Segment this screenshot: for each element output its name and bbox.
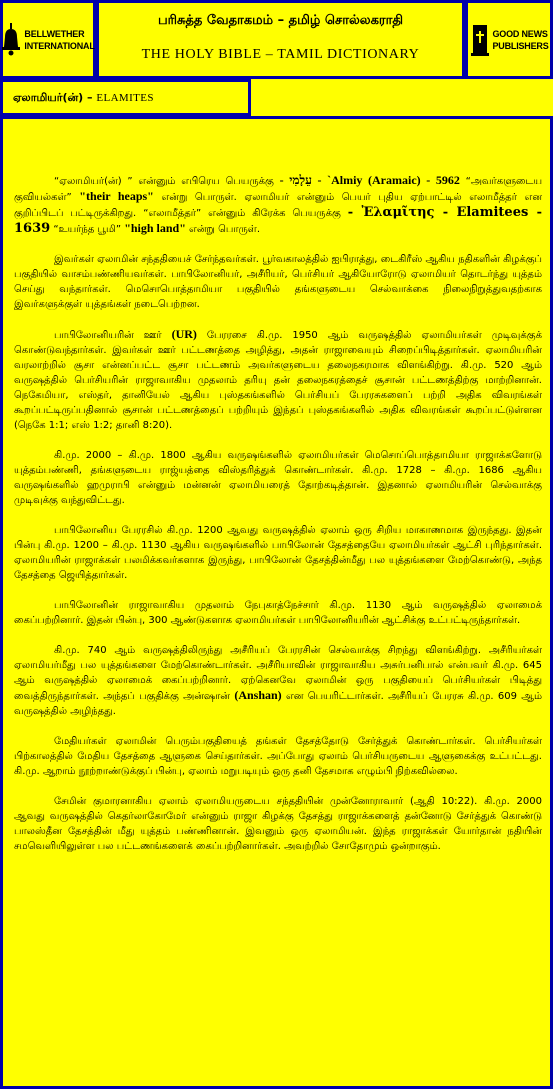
paragraph-text: சேமின் குமாரனாகிய ஏலாம் ஏலாமியருடைய சந்ததியின் முன்னோராவார் (ஆதி 10:22). கி.மு. 2000 ஆவது வருஷத்தில் கெதர்லாகோமேர் என்னும் ராஜா கிழக்கு தேசத்து ராஜாக்களைத் தன்னோடு சேர்த்துக் கொண்டு பாலஸ்தீன தேசத்தின் மீது யுத்தம் பண்ணினான். இவனும் ஒரு ஏலாமியன். இந்த ராஜாக்கள் யோர்தான் நதியின் சமவெளியிலுள்ள பல பட்டணங்களைக் கைப்பற்றினார்கள். அவற்றில் சோதோமும் ஒன்றாகும். — [14, 796, 542, 852]
paragraph-text: கி.மு. 2000 – கி.மு. 1800 ஆகிய வருஷங்களில் ஏலாமியர்கள் மெசொப்பொத்தாமியா ராஜாக்களோடு யுத்தம்பண்ணி, தங்களுடைய ராஜ்யத்தை விஸ்தரித்துக் கொண்டார்கள். கி.மு. 1728 – கி.மு. 1686 ஆகிய வருஷங்களில் ஹமுராபி என்னும் மன்னன் ஏலாமியரைத் தோற்கடித்தான். இதனால் ஏலாமியரின் செல்வாக்கு முடிவுக்கு வந்துவிட்டது. — [14, 450, 542, 506]
entry-title — [13, 91, 154, 106]
paragraph-text: பேரரசை கி.மு. 1950 ஆம் வருஷத்தில் ஏலாமியர்கள் முடிவுக்குக் கொண்டுவந்தார்கள். இவர்கள் ஊர் பட்டணத்தை அழித்து, அதன் ராஜாவையும் சிறைப்பிடித்தார்கள். ஏலாமியரின் வரலாற்றில் சூசா என்னப்பட்ட சூசா பட்டணம் அவர்களுடைய தலைநகரமாக விளங்கிற்று. கி.மு. 520 ஆம் வருஷத்தில் பெர்சியரின் ராஜாவாகிய முதலாம் தரியு தன் தலைநகரத்தைச் சூசான் பட்டணத்திற்கு மாற்றினான். நெகேமியா, எஸ்தர், தானியேல் ஆகிய புஸ்தகங்களில் பெர்சியப் பேரரசுகளைப் பற்றி அதிக விவரங்கள் கூறப்பட்டிருப்பதினால் சூசான் பட்டணத்தைப் பற்றியும் இந்தப் புஸ்தகங்களில் அதிக விவரங்கள் கூறப்பட்டுள்ளன (நெகே 1:1; எஸ் 1:2; தானி 8:20). — [14, 330, 542, 431]
header-title-english: THE HOLY BIBLE – TAMIL DICTIONARY — [141, 47, 420, 62]
paragraph — [14, 794, 542, 854]
publisher-right-line1: GOOD NEWS — [492, 28, 548, 39]
emphasis-text: - עֵלָמִי - `Almiy (Aramaic) - 5962 — [279, 173, 460, 187]
book-icon — [470, 23, 490, 57]
publisher-logo-left — [0, 0, 96, 79]
publisher-left-line2: INTERNATIONAL — [24, 40, 95, 51]
paragraph-text: “ஏலாமியர்(ன்) ” என்னும் எபிரெய பெயருக்கு — [54, 176, 280, 187]
paragraph-text: பாபிலோனிய பேரரசில் கி.மு. 1200 ஆவது வருஷத்தில் ஏலாம் ஒரு சிறிய மாகாணமாக இருந்தது. இதன் பின்பு கி.மு. 1200 – கி.மு. 1130 ஆகிய வருஷங்களில் பாபிலோன் தேசத்தையே ஏலாமியர்கள் ஆட்சி புரிந்தார்கள். ஏலாமியரின் ராஜாக்கள் பலமிக்கவர்களாக இருந்து, பாபிலோன் தேசத்தின்மீது பல யுத்தங்களை மேற்கொண்டு, அந்த தேசத்தை ஜெயித்தார்கள். — [14, 525, 542, 581]
emphasis-text: - Ἐλαμῖτης - Elamitees - 1639 — [14, 205, 542, 236]
paragraph-text: மேதியர்கள் ஏலாமின் பெரும்பகுதியைத் தங்கள் தேசத்தோடு சேர்த்துக் கொண்டார்கள். பெர்சியர்கள் பிற்காலத்தில் மேதிய தேசத்தை ஆளுகை செய்தார்கள். அப்போது ஏலாம் பெர்சியருடைய ஆளுகைக்கு உட்பட்டது. கி.மு. ஆறாம் நூற்றாண்டுக்குப் பின்பு, ஏலாம் மறுபடியும் ஒரு தனி தேசமாக எழும்பி நிற்கவில்லை. — [14, 736, 542, 777]
publisher-logo-right — [465, 0, 553, 79]
publisher-left-line1: BELLWETHER — [24, 28, 85, 39]
paragraph — [14, 523, 542, 583]
paragraph-text: என பெயரிட்டார்கள். அசீரியப் பேரரசு கி.மு. 609 ஆம் வருஷத்தில் அழிந்தது. — [14, 691, 542, 717]
paragraph-text: பாபிலோனியரின் ஊர் — [54, 330, 172, 341]
paragraph-text: கி.மு. 740 ஆம் வருஷத்திலிருந்து அசீரியப் பேரரசின் செல்வாக்கு சிறந்து விளங்கிற்று. அசீரியர்கள் ஏலாமியர்மீது பல யுத்தங்களை மேற்கொண்டார்கள். அசீரியாவின் ராஜாவாகிய அசுர்பனிபால் என்பவர் கி.மு. 645 ஆம் வருஷத்தில் ஏலாமைக் கைப்பற்றினார். ஏற்கெனவே ஏலாமின் ஒரு பகுதியைப் பெர்சியர்கள் பிடித்து வைத்திருந்தார்கள். அந்தப் பகுதிக்கு அன்ஷான் — [14, 645, 542, 702]
header-title-tamil: பரிசுத்த வேதாகமம் – தமிழ் சொல்லகராதி — [157, 13, 404, 28]
entry-content — [14, 173, 542, 869]
bell-icon — [1, 23, 21, 57]
paragraph — [14, 598, 542, 628]
paragraph — [14, 173, 542, 237]
paragraph — [14, 643, 542, 719]
header — [96, 0, 465, 79]
entry-title-english: ELAMITES — [96, 92, 154, 104]
paragraph-text: பாபிலோனின் ராஜாவாகிய முதலாம் நேபுகாத்நேச்சார் கி.மு. 1130 ஆம் வருஷத்தில் ஏலாமைக் கைப்பற்றினார். இதன் பின்பு, 300 ஆண்டுகளாக ஏலாமியர்கள் பாபிலோனியரின் ஆட்சிக்கு உட்பட்டிருந்தார்கள். — [14, 600, 542, 626]
paragraph-text: “அவர்களுடைய குவியல்கள்” — [14, 176, 543, 203]
paragraph-text: என்று பொருள். — [185, 224, 261, 235]
paragraph — [14, 252, 542, 312]
entry-title-separator: – — [83, 91, 97, 104]
entry-title-bar — [0, 79, 251, 116]
paragraph-text: “உயர்ந்த பூமி” — [50, 224, 125, 235]
emphasis-text: (UR) — [171, 327, 197, 341]
entry-body — [0, 116, 553, 1089]
emphasis-text: (Anshan) — [234, 688, 282, 702]
paragraph — [14, 734, 542, 779]
paragraph — [14, 327, 542, 433]
paragraph-text: இவர்கள் ஏலாமின் சந்ததியைச் சேர்ந்தவர்கள். பூர்வகாலத்தில் ஐபிராத்து, டைகிரீஸ் ஆகிய நதிகளின் கிழக்குப் பகுதியில் வாசம்பண்ணியவர்கள். பாபிலோனியர், அசீரியர், பெர்சியர் ஆகியோரோடு ஏலாமியர் தொடர்ந்து யுத்தம் செய்து வந்தார்கள். மெசொபொத்தாமியா பகுதியில் தங்களுடைய செல்வாக்கை நிலைநிறுத்துவதற்காக இவர்களுக்குள் யுத்தங்கள் நடைபெற்றன. — [14, 254, 542, 310]
emphasis-text: "high land" — [124, 221, 186, 235]
entry-title-tamil: ஏலாமியர்(ன்) — [13, 91, 84, 104]
paragraph-text: என்று பொருள். ஏலாமியர் என்னும் பெயர் புதிய ஏற்பாட்டில் எலாமீத்தர் என குறிப்பிடப் பட்டிருக்கிறது. “எலாமீத்தர்” என்னும் கிரேக்க பெயருக்கு — [14, 192, 543, 219]
paragraph — [14, 448, 542, 508]
emphasis-text: "their heaps" — [79, 189, 154, 203]
publisher-right-line2: PUBLISHERS — [492, 40, 549, 51]
